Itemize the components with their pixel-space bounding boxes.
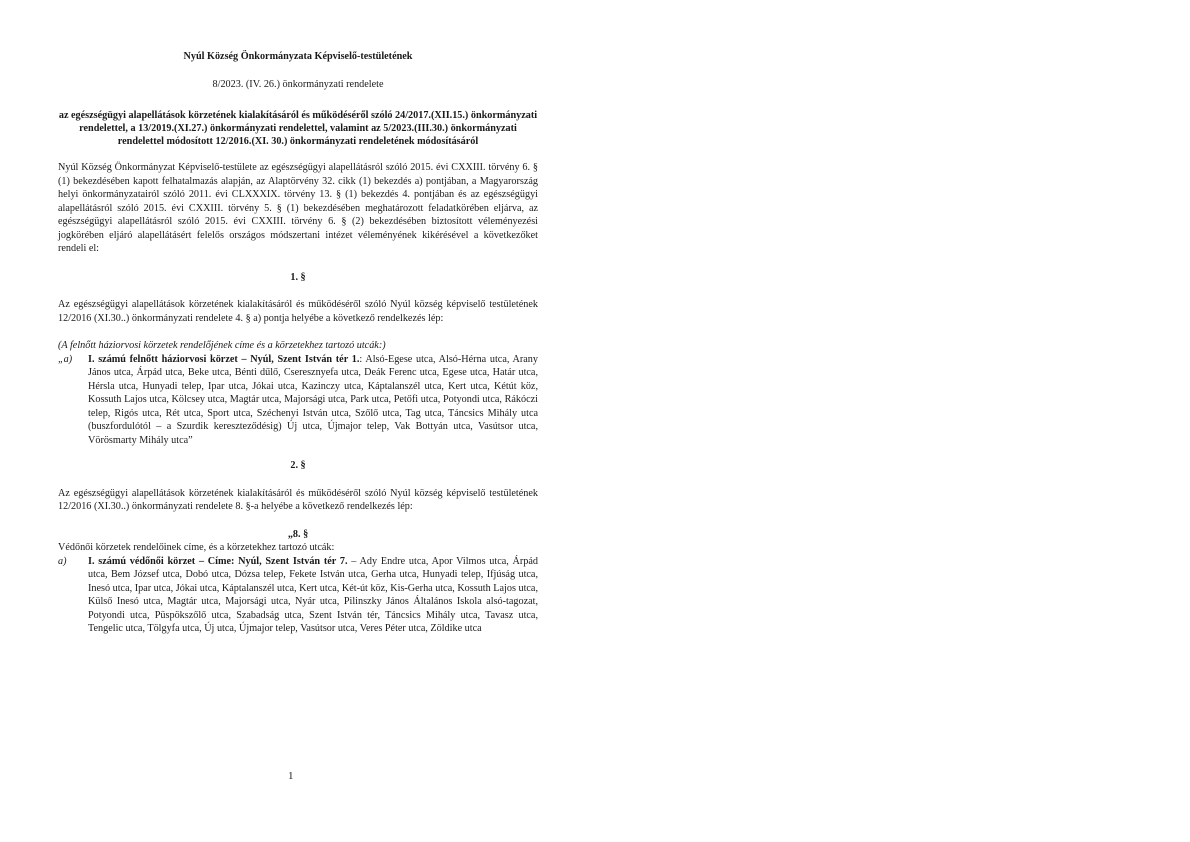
council-title: Nyúl Község Önkormányzata Képviselő-testületének xyxy=(183,51,413,62)
section-8-heading: „8. § xyxy=(287,528,309,540)
item-bold: I. számú védőnői körzet – Címe: Nyúl, Szent István tér 7. xyxy=(88,555,348,567)
decree-subject: az egészségügyi alapellátások körzetének kialakításáról és működéséről szóló 24/2017.(XII.15.) önkormányzati rendelettel, a 13/2019.(XI.27.) önkormányzati rendelettel, valamint az 5/2023.(III.30.) önkormányzati rendelettel módosított 12/2016.(XI. 30.) önkormányzati rendeletének módosításáról xyxy=(58,110,538,147)
page-number: 1 xyxy=(288,770,294,782)
section-1-note: (A felnőtt háziorvosi körzetek rendelőjének címe és a körzetekhez tartozó utcák:) xyxy=(58,340,386,351)
section-2-heading: 2. § xyxy=(290,460,306,471)
section-1-text: Az egészségügyi alapellátások körzetének kialakításáról és működéséről szóló Nyúl község képviselő testületének 12/2016 (XI.30..) önkormányzati rendelete 4. § a) pontja helyébe a következő rendelkezés lép: xyxy=(58,299,538,324)
item-content xyxy=(88,353,538,448)
document-page xyxy=(58,50,538,636)
section-2-text: Az egészségügyi alapellátások körzetének kialakításáról és működéséről szóló Nyúl község képviselő testületének 12/2016 (XI.30..) önkormányzati rendelete 8. §-a helyébe a következő rendelkezés lép: xyxy=(58,487,538,512)
section-1-item-a xyxy=(58,353,538,448)
section-8-text: Védőnői körzetek rendelőinek címe, és a körzetekhez tartozó utcák: xyxy=(58,542,335,553)
item-streets: : Alsó-Egese utca, Alsó-Hérna utca, Arany János utca, Árpád utca, Beke utca, Bénti dűlő, Cseresznyefa utca, Deák Ferenc utca, Egese utca, Határ utca, Hérsla utca, Hunyadi telep, Ipar utca, Jókai utca, Kazinczy utca, Káptalanszél utca, Kert utca, Kétút köz, Kossuth Lajos utca, Kölcsey utca, Magtár utca, Majorsági utca, Park utca, Petőfi utca, Potyondi utca, Rákóczi telep, Rigós utca, Rét utca, Sport utca, Széchenyi István utca, Szőlő utca, Tag utca, Táncsics Mihály utca (buszfordulótól – a Szurdik kereszteződésig) Új utca, Újmajor telep, Vak Bottyán utca, Vasútsor utca, Vörösmarty Mihály utca” xyxy=(88,353,538,446)
decree-number: 8/2023. (IV. 26.) önkormányzati rendelete xyxy=(212,78,384,90)
item-content xyxy=(88,555,538,636)
item-bold: I. számú felnőtt háziorvosi körzet – Nyúl, Szent István tér 1. xyxy=(88,353,360,365)
item-streets: – Ady Endre utca, Apor Vilmos utca, Árpád utca, Bem József utca, Dobó utca, Dózsa telep, Fekete István utca, Gerha utca, Hunyadi telep, Ifjúság utca, Inesó utca, Ipar utca, Jókai utca, Káptalanszél utca, Kert utca, Két-út köz, Kis-Gerha utca, Kossuth Lajos utca, Külső Inesó utca, Magtár utca, Majorsági utca, Nyár utca, Pilinszky János Általános Iskola alsó-tagozat, Potyondi utca, Püspökszőlő utca, Szabadság utca, Szent István tér, Táncsics Mihály utca, Tavasz utca, Tengelic utca, Tölgyfa utca, Új utca, Újmajor telep, Vasútsor utca, Veres Péter utca, Zöldike utca xyxy=(88,555,539,634)
preamble: Nyúl Község Önkormányzat Képviselő-testülete az egészségügyi alapellátásról szóló 2015. évi CXXIII. törvény 6. § (1) bekezdésében kapott felhatalmazás alapján, az Alaptörvény 32. cikk (1) bekezdés a) pontjában, a Magyarország helyi önkormányzatairól szóló 2011. évi CLXXXIX. törvény 13. § (1) bekezdés 4. pontjában és az egészségügyi alapellátásról szóló 2015. évi CXXIII. törvény 5. § (1) bekezdésében meghatározott feladatkörében eljárva, az egészségügyi alapellátásról szóló 2015. évi CXXIII. törvény 6. § (2) bekezdésében biztosított véleményezési jogkörében eljáró alapellátásért felelős országos módszertani intézet véleményének kikérésével a következőket rendeli el: xyxy=(58,162,538,254)
item-marker: a) xyxy=(58,555,67,567)
item-marker: „a) xyxy=(58,353,73,365)
section-8-item-a xyxy=(58,555,538,636)
section-1-heading: 1. § xyxy=(290,271,306,283)
